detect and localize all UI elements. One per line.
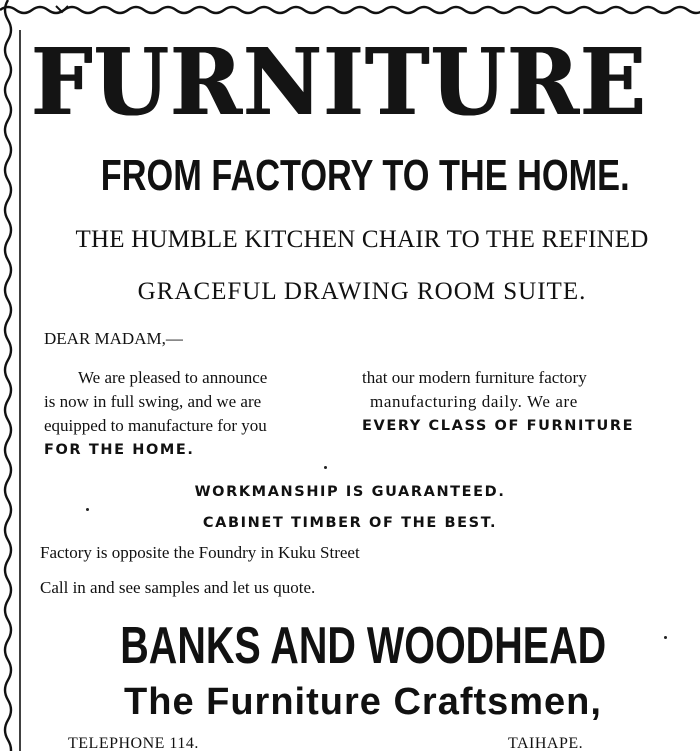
subheadline: FROM FACTORY TO THE HOME. (100, 151, 630, 200)
body-left-line-3: equipped to manufacture for you (44, 416, 267, 435)
for-the-home-line: FOR THE HOME. (44, 442, 195, 458)
telephone: TELEPHONE 114. (68, 735, 199, 752)
body-left-line-2: is now in full swing, and we are (44, 392, 262, 411)
factory-location-line: Factory is opposite the Foundry in Kuku Street (40, 543, 360, 562)
every-class-line: EVERY CLASS OF FURNITURE (362, 418, 635, 434)
firm-name: BANKS AND WOODHEAD (120, 617, 607, 675)
body-left-line-1: We are pleased to announce (78, 368, 268, 387)
headline: FURNITURE (31, 28, 648, 136)
salutation: DEAR MADAM,— (44, 329, 183, 348)
body-right-line-1: that our modern furniture factory (362, 368, 587, 387)
town: TAIHAPE. (508, 735, 584, 752)
timber-line: CABINET TIMBER OF THE BEST. (202, 515, 498, 531)
wavy-rule-border-left-icon (0, 0, 26, 751)
tagline: The Furniture Craftsmen, (124, 681, 602, 723)
body-right-line-2: manufacturing daily. We are (370, 392, 578, 411)
wavy-rule-border-icon (0, 0, 700, 26)
drawing-room-line: GRACEFUL DRAWING ROOM SUITE. (137, 278, 587, 305)
print-speck (324, 466, 327, 469)
kitchen-chair-line: THE HUMBLE KITCHEN CHAIR TO THE REFINED (75, 226, 649, 253)
print-speck (86, 508, 89, 511)
print-speck (664, 636, 667, 639)
workmanship-line: WORKMANSHIP IS GUARANTEED. (194, 484, 506, 500)
call-in-line: Call in and see samples and let us quote. (40, 578, 316, 597)
